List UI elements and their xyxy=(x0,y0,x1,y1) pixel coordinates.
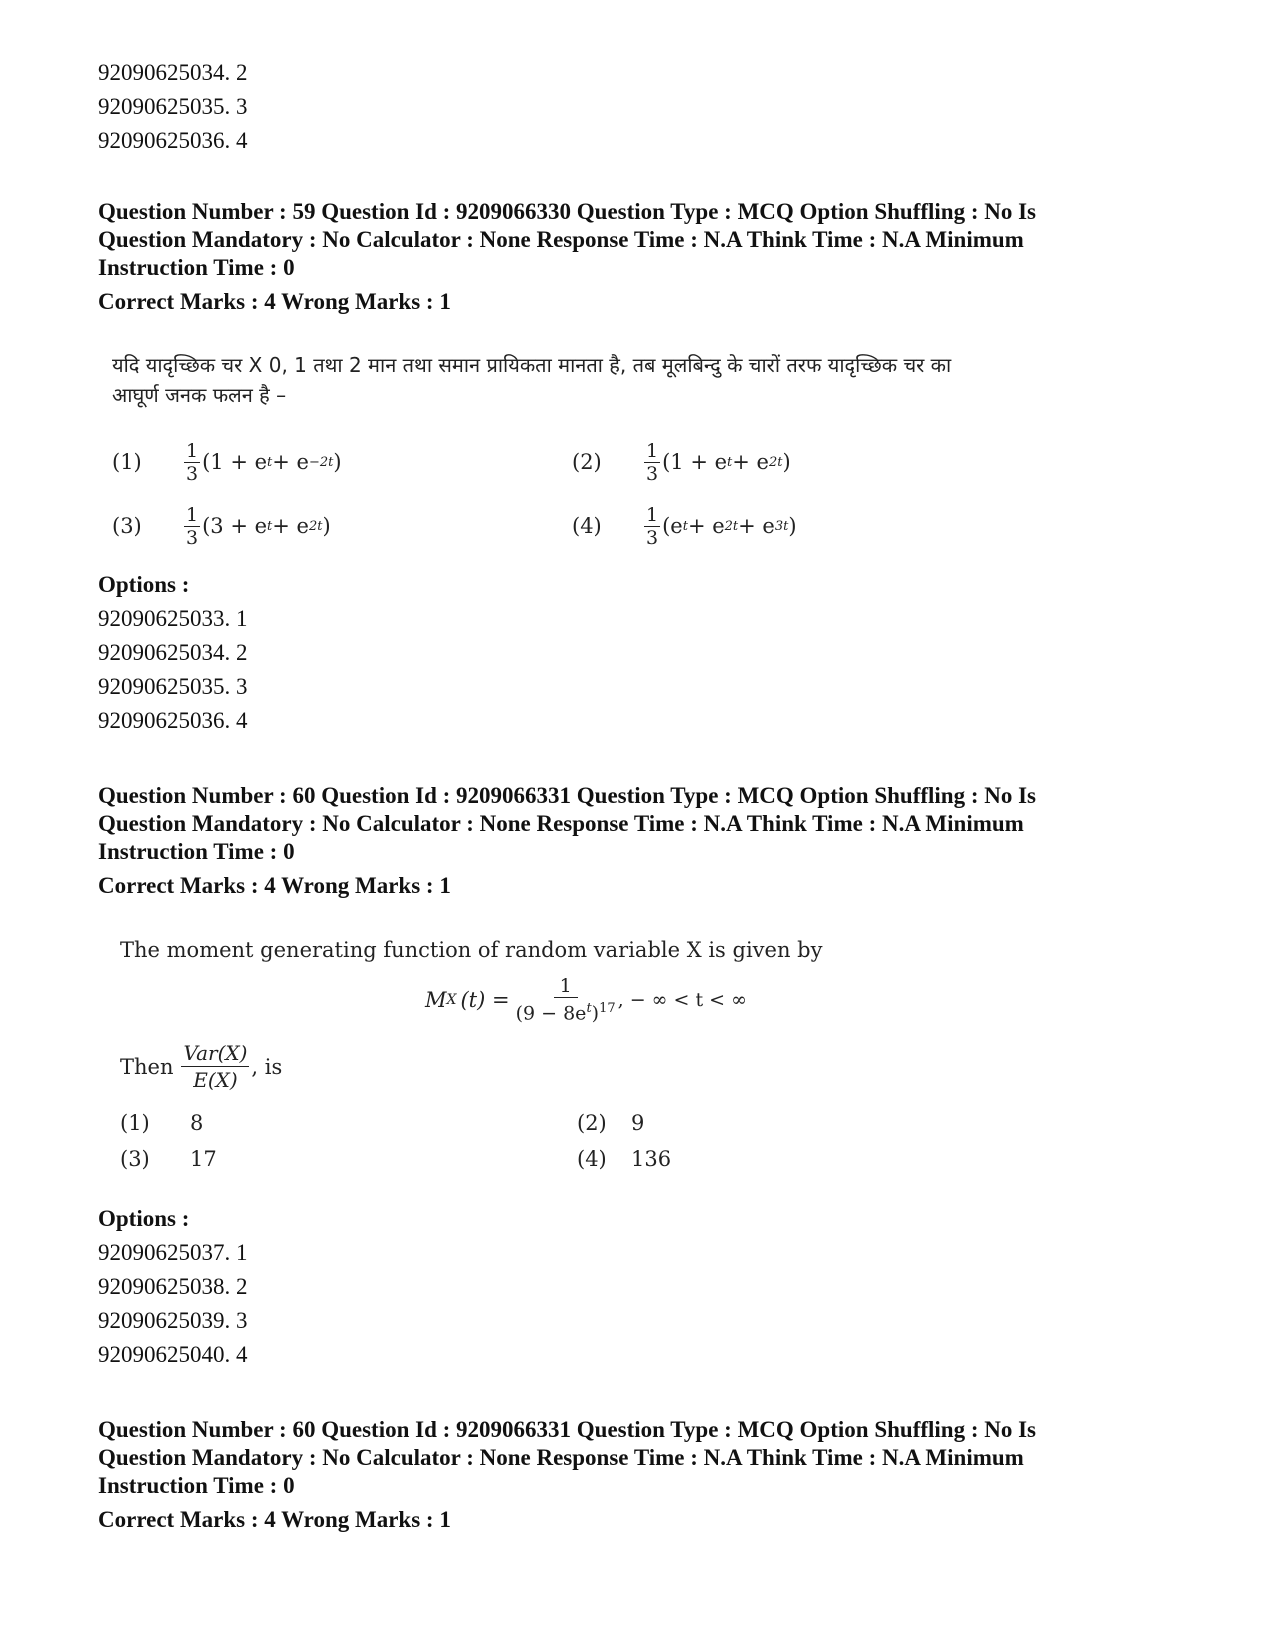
choice-1: (1) $\frac{1}{3}$ (1 + e t + e −2t ) xyxy=(112,439,342,485)
question-60-body xyxy=(120,935,1120,1177)
option-line: 92090625037. 1 xyxy=(98,1240,248,1265)
option-line: 92090625034. 2 xyxy=(98,640,248,665)
option-line: 92090625036. 4 xyxy=(98,128,248,153)
fraction: $\frac{1}{3}$ xyxy=(646,503,659,549)
question-60-choices xyxy=(120,1105,1120,1177)
option-line: 92090625034. 2 xyxy=(98,60,248,85)
question-59-body xyxy=(112,350,1162,558)
mgf-formula: M X (t) = $\frac{1}{(9 - 8e^t)^{17}}$ , − ∞ < t < ∞ xyxy=(425,975,747,1025)
question-header-line: Instruction Time : 0 xyxy=(98,255,295,280)
question-text: The moment generating function of random variable X is given by xyxy=(120,938,823,962)
option-line: 92090625035. 3 xyxy=(98,94,248,119)
question-59-header xyxy=(98,198,1188,316)
choice-4: (4) 136 xyxy=(577,1147,672,1172)
fraction: $\frac{1}{3}$ xyxy=(186,503,199,549)
marks-line: Correct Marks : 4 Wrong Marks : 1 xyxy=(98,1507,451,1532)
option-line: 92090625038. 2 xyxy=(98,1274,248,1299)
question-header-line: Question Mandatory : No Calculator : None Response Time : N.A Think Time : N.A Minimum xyxy=(98,227,1024,252)
then-ratio: Then $\frac{\text{Var(X)}}{E(X)}$ , is xyxy=(120,1041,283,1093)
fraction: $\frac{\text{Var(X)}}{E(X)}$ xyxy=(183,1041,248,1093)
question-header-line: Instruction Time : 0 xyxy=(98,1473,295,1498)
fraction: $\frac{1}{3}$ xyxy=(186,439,199,485)
question-header-line: Question Number : 60 Question Id : 9209066331 Question Type : MCQ Option Shuffling : No Is xyxy=(98,1417,1037,1442)
choice-3: (3) 17 xyxy=(120,1147,217,1172)
question-text: यदि यादृच्छिक चर X 0, 1 तथा 2 मान तथा समान प्रायिकता मानता है, तब मूलबिन्दु के चारों तरफ यादृच्छिक चर का xyxy=(112,353,952,377)
option-line: 92090625033. 1 xyxy=(98,606,248,631)
question-59-options xyxy=(98,568,248,738)
marks-line: Correct Marks : 4 Wrong Marks : 1 xyxy=(98,873,451,898)
question-60-options xyxy=(98,1202,248,1372)
question-header-line: Question Number : 59 Question Id : 9209066330 Question Type : MCQ Option Shuffling : No Is xyxy=(98,199,1037,224)
question-header-line: Question Mandatory : No Calculator : None Response Time : N.A Think Time : N.A Minimum xyxy=(98,1445,1024,1470)
question-text: आघूर्ण जनक फलन है – xyxy=(112,383,287,407)
options-label: Options : xyxy=(98,1206,190,1231)
question-header-line: Instruction Time : 0 xyxy=(98,839,295,864)
choice-3: (3) $\frac{1}{3}$ (3 + e t + e 2t ) xyxy=(112,503,331,549)
marks-line: Correct Marks : 4 Wrong Marks : 1 xyxy=(98,289,451,314)
choice-1: (1) 8 xyxy=(120,1111,204,1136)
fraction: $\frac{1}{3}$ xyxy=(646,439,659,485)
choice-2: (2) 9 xyxy=(577,1111,645,1136)
choice-2: (2) $\frac{1}{3}$ (1 + e t + e 2t ) xyxy=(572,439,791,485)
option-line: 92090625040. 4 xyxy=(98,1342,248,1367)
question-60-header xyxy=(98,782,1188,900)
options-label: Options : xyxy=(98,572,190,597)
question-60-repeat-header xyxy=(98,1416,1188,1534)
prev-options-list xyxy=(98,56,248,158)
option-line: 92090625035. 3 xyxy=(98,674,248,699)
question-59-choices xyxy=(112,430,1162,558)
choice-4: (4) $\frac{1}{3}$ (e t + e 2t + e 3t ) xyxy=(572,503,797,549)
fraction: $\frac{1}{(9 - 8e^t)^{17}}$ xyxy=(515,975,616,1025)
option-line: 92090625036. 4 xyxy=(98,708,248,733)
question-header-line: Question Number : 60 Question Id : 9209066331 Question Type : MCQ Option Shuffling : No Is xyxy=(98,783,1037,808)
question-header-line: Question Mandatory : No Calculator : None Response Time : N.A Think Time : N.A Minimum xyxy=(98,811,1024,836)
option-line: 92090625039. 3 xyxy=(98,1308,248,1333)
